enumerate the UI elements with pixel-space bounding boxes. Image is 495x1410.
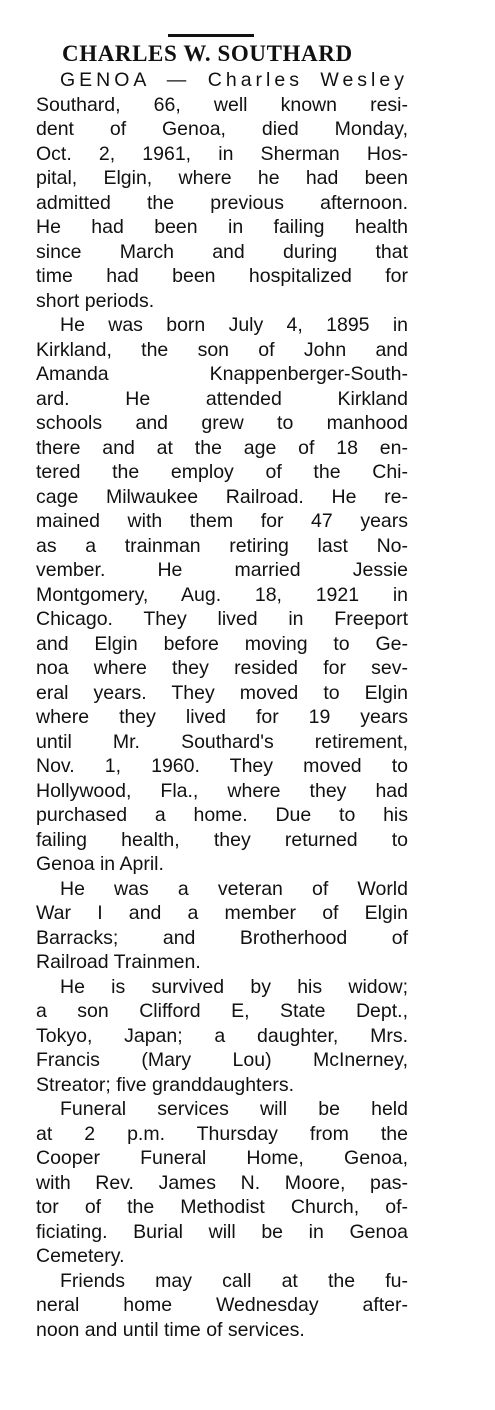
text-line: cage Milwaukee Railroad. He re- [36,485,408,508]
text-line: He had been in failing health [36,216,408,238]
text-line: Genoa in April. [36,853,164,875]
text-line: tor of the Methodist Church, of- [36,1196,408,1218]
text-line: Amanda Knappenberger-South- [36,363,408,385]
text-line: Southard, 66, well known resi- [36,93,408,116]
text-line: noa where they resided for sev- [36,657,408,679]
text-line: where they lived for 19 years [36,706,408,728]
text-line: and Elgin before moving to Ge- [36,632,408,655]
text-line: Chicago. They lived in Freeport [36,608,408,630]
obituary-body [36,68,408,1342]
text-line: Friends may call at the fu- [60,1269,408,1292]
text-line: Oct. 2, 1961, in Sherman Hos- [36,142,408,165]
text-line: Cooper Funeral Home, Genoa, [36,1147,408,1169]
text-line: short periods. [36,289,155,312]
text-line: Cemetery. [36,1245,125,1267]
text-line: Barracks; and Brotherhood of [36,926,408,949]
text-line: Montgomery, Aug. 18, 1921 in [36,583,408,606]
text-line: since March and during that [36,240,408,263]
text-line: War I and a member of Elgin [36,902,408,924]
paragraph [36,877,408,975]
text-line: Hollywood, Fla., where they had [36,779,408,802]
text-line: Streator; five granddaughters. [36,1073,294,1096]
text-line: Francis (Mary Lou) McInerney, [36,1049,408,1071]
text-line: eral years. They moved to Elgin [36,681,408,704]
text-line: Funeral services will be held [60,1098,408,1120]
text-line: He was a veteran of World [60,877,408,900]
headline: CHARLES W. SOUTHARD [62,41,353,66]
text-line: He is survived by his widow; [60,975,408,998]
text-line: Tokyo, Japan; a daughter, Mrs. [36,1024,408,1047]
text-line: Nov. 1, 1960. They moved to [36,755,408,777]
text-line: with Rev. James N. Moore, pas- [36,1171,408,1194]
text-line: dent of Genoa, died Monday, [36,118,408,140]
text-line: admitted the previous afternoon. [36,191,408,214]
text-line: vember. He married Jessie [36,559,408,581]
text-line: neral home Wednesday after- [36,1294,408,1316]
paragraph [36,1269,408,1343]
text-line: until Mr. Southard's retirement, [36,730,408,753]
column-rule [168,34,254,37]
text-line: ficiating. Burial will be in Genoa [36,1220,408,1243]
text-line: there and at the age of 18 en- [36,436,408,459]
text-line: pital, Elgin, where he had been [36,167,408,189]
text-line: time had been hospitalized for [36,265,408,287]
paragraph [36,68,408,313]
paragraph [36,313,408,877]
text-line: GENOA — Charles Wesley [60,69,408,91]
text-line: ard. He attended Kirkland [36,387,408,410]
text-line: noon and until time of services. [36,1318,305,1341]
text-line: Kirkland, the son of John and [36,338,408,361]
text-line: Railroad Trainmen. [36,951,201,973]
text-line: a son Clifford E, State Dept., [36,1000,408,1022]
paragraph [36,1097,408,1269]
text-line: tered the employ of the Chi- [36,461,408,483]
paragraph [36,975,408,1098]
text-line: purchased a home. Due to his [36,804,408,826]
text-line: as a trainman retiring last No- [36,534,408,557]
text-line: at 2 p.m. Thursday from the [36,1122,408,1145]
text-line: schools and grew to manhood [36,412,408,434]
text-line: failing health, they returned to [36,828,408,851]
text-line: He was born July 4, 1895 in [60,314,408,336]
text-line: mained with them for 47 years [36,510,408,532]
obituary-column [36,40,408,1342]
